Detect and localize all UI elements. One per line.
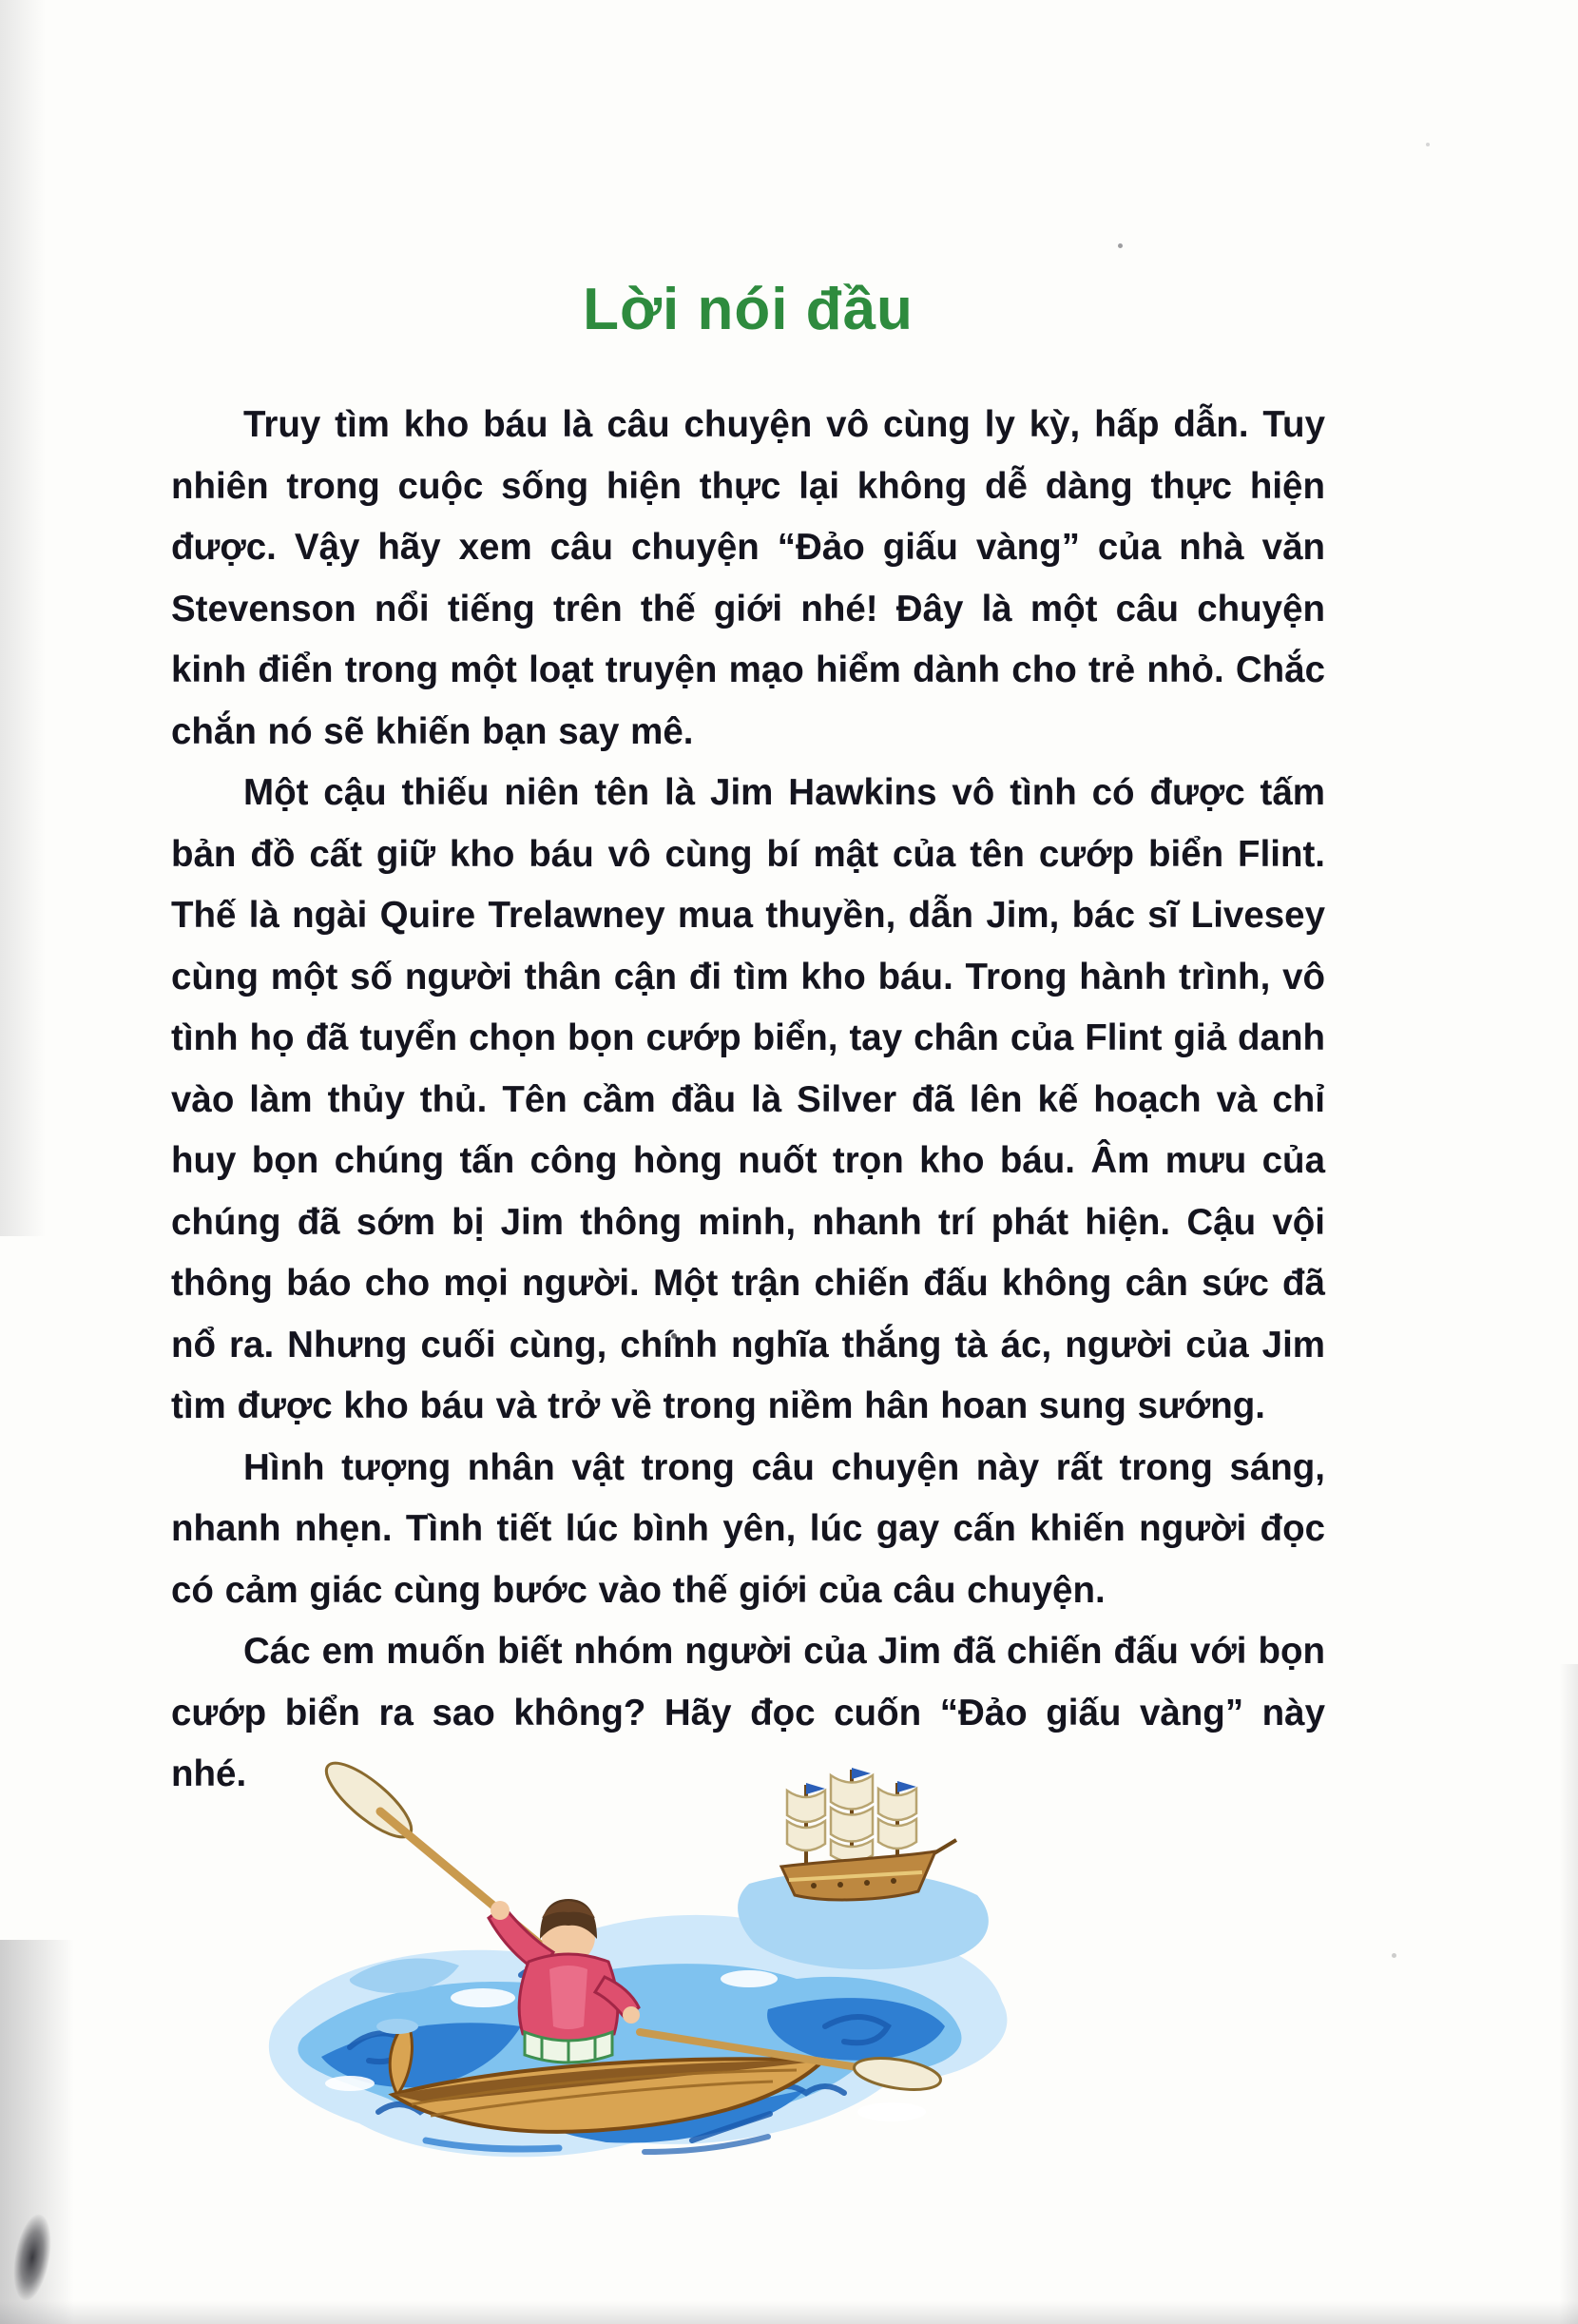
scan-speck bbox=[1392, 1953, 1396, 1958]
scan-speck bbox=[1118, 243, 1123, 248]
paragraph: Các em muốn biết nhóm người của Jim đã chiến đấu với bọn cướp biển ra sao không? Hãy đọc cuốn “Đảo giấu vàng” này nhé. bbox=[171, 1631, 1325, 1794]
scan-speck bbox=[1426, 143, 1430, 146]
preface-content bbox=[171, 276, 1325, 1806]
paragraph: Một cậu thiếu niên tên là Jim Hawkins vô tình có được tấm bản đồ cất giữ kho báu vô cùng bí mật của tên cướp biển Flint. Thế là ngài Quire Trelawney mua thuyền, dẫn Jim, bác sĩ Livesey cùng một số người thân cận đi tìm kho báu. Trong hành trình, vô tình họ đã tuyển chọn bọn cướp biển, tay chân của Flint giả danh vào làm thủy thủ. Tên cầm đầu là Silver đã lên kế hoạch và chỉ huy bọn chúng tấn công hòng nuốt trọn kho báu. Âm mưu của chúng đã sớm bị Jim thông minh, nhanh trí phát hiện. Cậu vội thông báo cho mọi người. Một trận chiến đấu không cân sức đã nổ ra. Nhưng cuối cùng, chính nghĩa thắng tà ác, người của Jim tìm được kho báu và trở về trong niềm hân hoan sung sướng. bbox=[171, 772, 1325, 1426]
preface-body bbox=[171, 395, 1325, 1806]
page-edge-shadow-right bbox=[1559, 1664, 1578, 2324]
page-edge-shadow-left bbox=[0, 0, 46, 1236]
page-edge-shadow-bottom bbox=[0, 2301, 1578, 2324]
paragraph: Truy tìm kho báu là câu chuyện vô cùng ly kỳ, hấp dẫn. Tuy nhiên trong cuộc sống hiện thực lại không dễ dàng thực hiện được. Vậy hãy xem câu chuyện “Đảo giấu vàng” của nhà văn Stevenson nổi tiếng trên thế giới nhé! Đây là một câu chuyện kinh điển trong một loạt truyện mạo hiểm dành cho trẻ nhỏ. Chắc chắn nó sẽ khiến bạn say mê. bbox=[171, 404, 1325, 752]
page-title: Lời nói đầu bbox=[583, 277, 914, 342]
rowing-illustration bbox=[236, 1736, 1034, 2193]
paragraph: Hình tượng nhân vật trong câu chuyện này rất trong sáng, nhanh nhẹn. Tình tiết lúc bình yên, lúc gay cấn khiến người đọc có cảm giác cùng bước vào thế giới của câu chuyện. bbox=[171, 1446, 1325, 1611]
